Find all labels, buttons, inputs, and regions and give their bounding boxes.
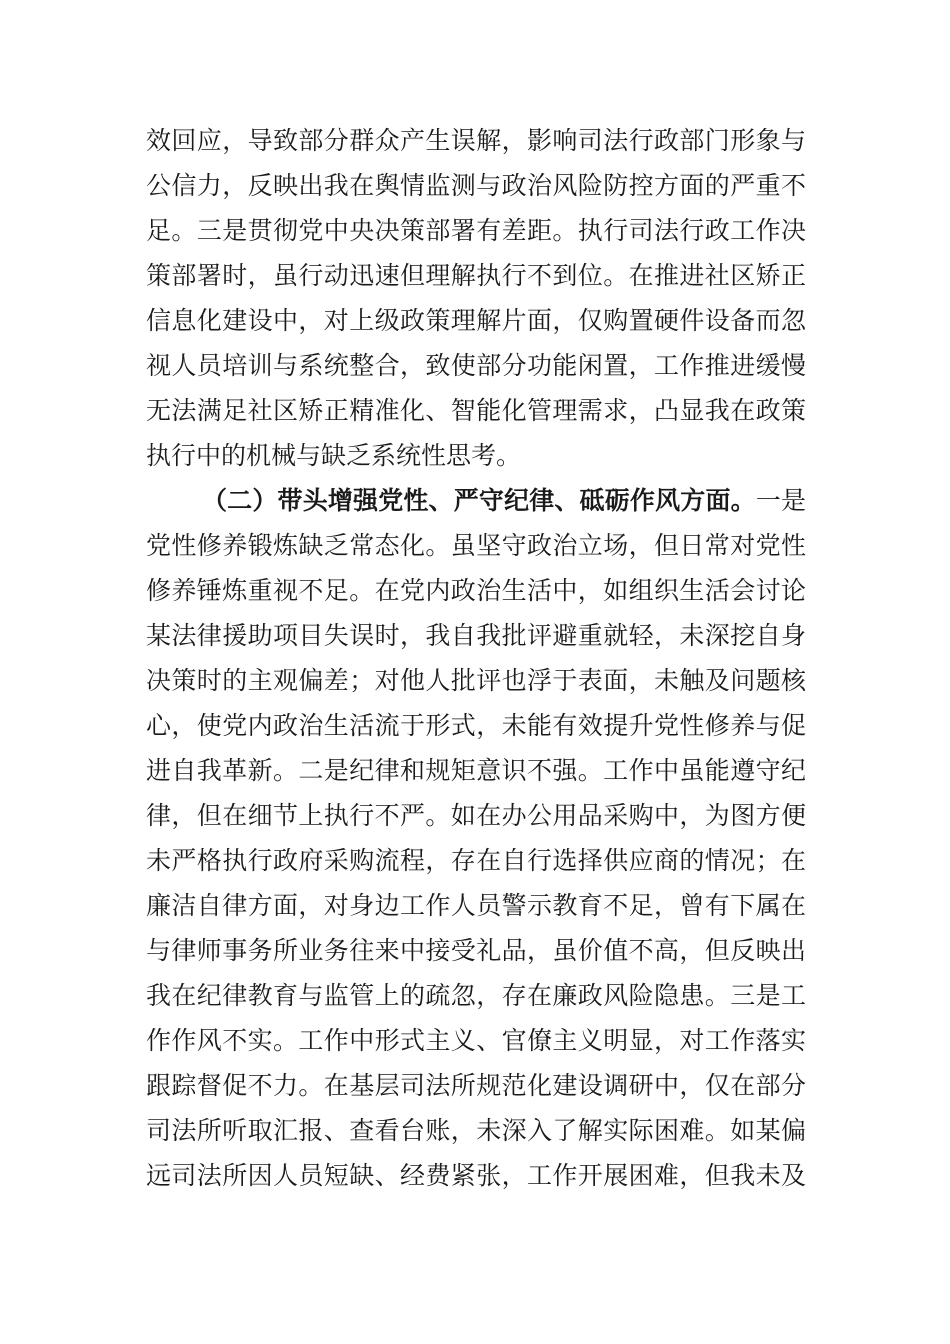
text-line: 决策时的主观偏差；对他人批评也浮于表面，未触及问题核 <box>146 666 806 695</box>
text-line: 公信力，反映出我在舆情监测与政治风险防控方面的严重不 <box>146 171 806 200</box>
text-line: 进自我革新。二是纪律和规矩意识不强。工作中虽能遵守纪 <box>146 756 806 785</box>
text-line: 某法律援助项目失误时，我自我批评避重就轻，未深挖自身 <box>146 621 806 650</box>
text-line: 心，使党内政治生活流于形式，未能有效提升党性修养与促 <box>146 711 806 740</box>
text-line: 律，但在细节上执行不严。如在办公用品采购中，为图方便 <box>146 801 806 830</box>
text-line: 廉洁自律方面，对身边工作人员警示教育不足，曾有下属在 <box>146 891 806 920</box>
text-line: 我在纪律教育与监管上的疏忽，存在廉政风险隐患。三是工 <box>146 981 806 1010</box>
heading-continuation: 一是 <box>755 486 806 515</box>
text-line: 策部署时，虽行动迅速但理解执行不到位。在推进社区矫正 <box>146 261 806 290</box>
body-text <box>146 118 806 1198</box>
text-line: 司法所听取汇报、查看台账，未深入了解实际困难。如某偏 <box>146 1116 806 1145</box>
text-line: 视人员培训与系统整合，致使部分功能闲置，工作推进缓慢 <box>146 351 806 380</box>
text-line: 与律师事务所业务往来中接受礼品，虽价值不高，但反映出 <box>146 936 806 965</box>
text-line: 信息化建设中，对上级政策理解片面，仅购置硬件设备而忽 <box>146 306 806 335</box>
text-line: 无法满足社区矫正精准化、智能化管理需求，凸显我在政策 <box>146 396 806 425</box>
text-line: 足。三是贯彻党中央决策部署有差距。执行司法行政工作决 <box>146 216 806 245</box>
text-line: 远司法所因人员短缺、经费紧张，工作开展困难，但我未及 <box>146 1161 806 1190</box>
section-heading-line <box>146 478 806 523</box>
text-line: 修养锤炼重视不足。在党内政治生活中，如组织生活会讨论 <box>146 576 806 605</box>
text-line: 未严格执行政府采购流程，存在自行选择供应商的情况；在 <box>146 846 806 875</box>
text-line: 作作风不实。工作中形式主义、官僚主义明显，对工作落实 <box>146 1026 806 1055</box>
text-line: 跟踪督促不力。在基层司法所规范化建设调研中，仅在部分 <box>146 1071 806 1100</box>
text-line: 执行中的机械与缺乏系统性思考。 <box>146 441 522 470</box>
text-line: 效回应，导致部分群众产生误解，影响司法行政部门形象与 <box>146 126 806 155</box>
section-heading: （二）带头增强党性、严守纪律、砥砺作风方面。 <box>202 486 756 515</box>
text-line: 党性修养锻炼缺乏常态化。虽坚守政治立场，但日常对党性 <box>146 531 806 560</box>
